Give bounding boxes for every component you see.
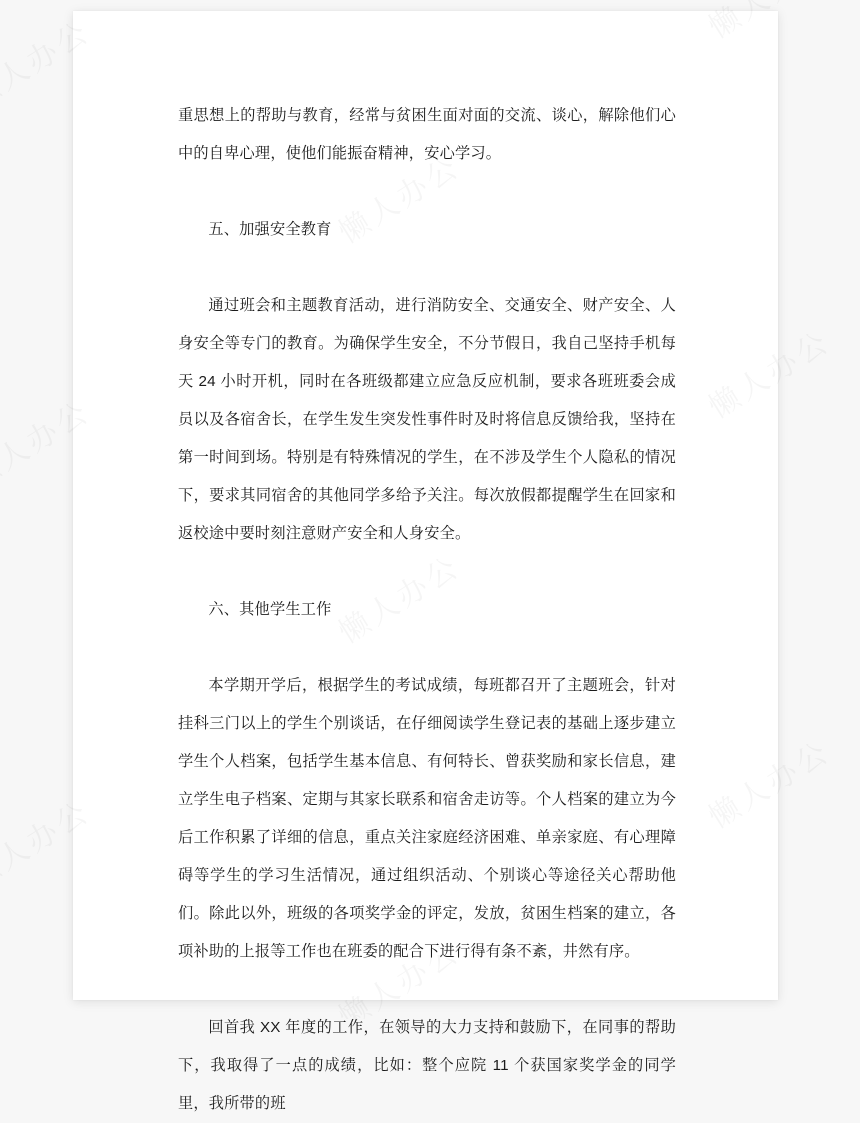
section-heading-six: 六、其他学生工作 [208,601,332,618]
paragraph-year-review: 回首我 XX 年度的工作，在领导的大力支持和鼓励下，在同事的帮助下，我取得了一点的成绩，比如：整个应院 11 个获国家奖学金的同学里，我所带的班 [178,1019,676,1112]
paragraph-other-student-work: 本学期开学后，根据学生的考试成绩，每班都召开了主题班会，针对挂科三门以上的学生个别谈话，在仔细阅读学生登记表的基础上逐步建立学生个人档案，包括学生基本信息、有何特长、曾获奖励和家长信息，建立学生电子档案、定期与其家长联系和宿舍走访等。个人档案的建立为今后工作积累了详细的信息，重点关注家庭经济困难、单亲家庭、有心理障碍等学生的学习生活情况，通过组织活动、个别谈心等途径关心帮助他们。除此以外，班级的各项奖学金的评定，发放，贫困生档案的建立，各项补助的上报等工作也在班委的配合下进行得有条不紊，井然有序。 [178,677,676,960]
document-text-body [178,97,676,1123]
document-page [73,11,778,1112]
paragraph-safety-education: 通过班会和主题教育活动，进行消防安全、交通安全、财产安全、人身安全等专门的教育。为确保学生安全，不分节假日，我自己坚持手机每天 24 小时开机，同时在各班级都建立应急反应机制，要求各班班委会成员以及各宿舍长，在学生发生突发性事件时及时将信息反馈给我，坚持在第一时间到场。特别是有特殊情况的学生，在不涉及学生个人隐私的情况下，要求其同宿舍的其他同学多给予关注。每次放假都提醒学生在回家和返校途中要时刻注意财产安全和人身安全。 [178,297,676,542]
block-spacer [178,553,676,591]
block-spacer [178,971,676,1009]
block-spacer [178,249,676,287]
block-spacer [178,629,676,667]
section-heading-five: 五、加强安全教育 [208,221,332,238]
paragraph-continuation: 重思想上的帮助与教育，经常与贫困生面对面的交流、谈心，解除他们心中的自卑心理，使他们能振奋精神，安心学习。 [178,107,676,162]
block-spacer [178,173,676,211]
